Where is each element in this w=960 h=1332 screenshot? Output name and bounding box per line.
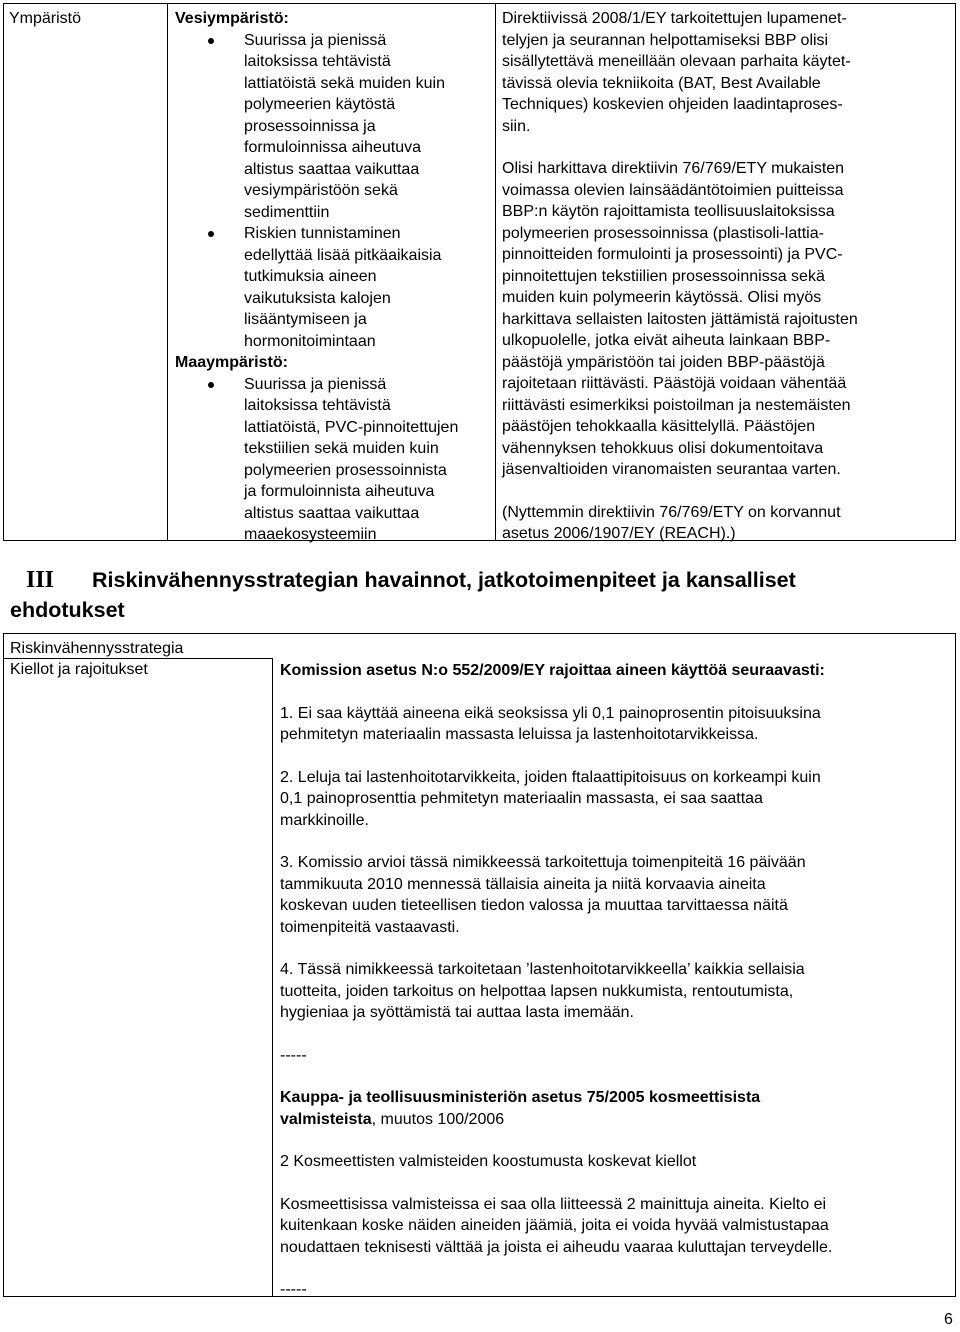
environment-table	[3, 3, 956, 541]
bullet-icon	[208, 38, 214, 44]
water-bullets	[175, 30, 495, 353]
column-divider	[495, 4, 496, 540]
restrictions-label: Kiellot ja rajoitukset	[10, 661, 148, 678]
strategy-label: Riskinvähennysstrategia	[10, 640, 184, 657]
effects-column	[175, 8, 495, 546]
measures-column	[502, 8, 914, 566]
bullet-icon	[208, 231, 214, 237]
water-heading: Vesiympäristö:	[175, 10, 289, 27]
list-item: 1. Ei saa käyttää aineena eikä seoksissa yli 0,1 painoprosentin pitoisuuksina pehmitetyn materiaalin massasta leluissa ja lastenhoitotarvikkeissa.	[280, 704, 821, 743]
bat-paragraph: Direktiivissä 2008/1/EY tarkoitettujen lupamenet- telyjen ja seurannan helpottamiseksi BBP olisi sisällytettävä meneillään olevaan parhaita käytet- tävissä olevia tekniikoita (BAT, Best Available Techniques) koskevien ohjeiden laadintaproses- siin.	[502, 10, 851, 135]
restrictions-content	[280, 660, 940, 1322]
section-numeral: III	[26, 567, 55, 593]
separator: -----	[280, 1281, 307, 1298]
section-title-line2: ehdotukset	[10, 598, 125, 622]
restriction-paragraph: Olisi harkittava direktiivin 76/769/ETY mukaisten voimassa olevien lainsäädäntötoimien puitteissa BBP:n käytön rajoittamista teollisuuslaitoksissa polymeerien prosessoinnissa (plastisoli-lattia- pinnoitteiden formulointi ja prosessointi) ja PVC- pinnoitettujen tekstiilien prosessoinnissa sekä muiden kuin polymeerin käytössä. Olisi myös harkittava sellaisten laitosten jättämistä rajoitusten ulkopuolelle, jotka eivät aiheuta lainkaan BBP- päästöjä ympäristöön tai joiden BBP-päästöjä rajoitetaan riittävästi. Päästöjä voidaan vähentää riittävästi esimerkiksi poistoilman ja nestemäisten päästöjen tehokkaalla käsittelyllä. Päästöjen vähennyksen tehokkuus olisi dokumentoitava jäsenvaltioiden viranomaisten seurantaa varten.	[502, 160, 858, 478]
soil-bullets	[175, 374, 495, 546]
list-item: Suurissa ja pienissä laitoksissa tehtävistä lattiatöistä sekä muiden kuin polymeerien käytöstä prosessoinnissa ja formuloinnissa aiheutuva altistus saattaa vaikuttaa vesiympäristöön sekä sedimenttiin	[175, 30, 495, 224]
list-item: Suurissa ja pienissä laitoksissa tehtävistä lattiatöistä, PVC-pinnoitettujen tekstiilien sekä muiden kuin polymeerien prosessoinnista ja formuloinnista aiheutuva altistus saattaa vaikuttaa maaekosysteemiin	[175, 374, 495, 546]
soil-heading: Maaympäristö:	[175, 354, 288, 371]
reach-note: (Nyttemmin direktiivin 76/769/ETY on korvannut asetus 2006/1907/EY (REACH).)	[502, 503, 841, 542]
list-item: Riskien tunnistaminen edellyttää lisää pitkäaikaisia tutkimuksia aineen vaikutuksista kalojen lisääntymiseen ja hormonitoimintaan	[175, 223, 495, 352]
strategy-table	[3, 633, 956, 1297]
cosmetic-text: Kosmeettisissa valmisteissa ei saa olla liitteessä 2 mainittuja aineita. Kielto ei kuitenkaan koske näiden aineiden jäämiä, joita ei voida hyvää valmistustapaa noudattaen teknisesti välttää ja joista ei aiheudu vaaraa kuluttajan terveydelle.	[280, 1195, 833, 1256]
list-item: 3. Komissio arvioi tässä nimikkeessä tarkoitettuja toimenpiteitä 16 päivään tammikuuta 2010 mennessä tällaisia aineita ja niitä korvaavia aineita koskevan uuden tieteellisen tiedon valossa ja muuttaa tarvittaessa näitä toimenpiteitä vastaavasti.	[280, 854, 806, 936]
ministry-regulation: Kauppa- ja teollisuusministeriön asetus 75/2005 kosmeettisista valmisteista, muutos 100/2006	[280, 1089, 761, 1128]
list-item: 2. Leluja tai lastenhoitotarvikkeita, joiden ftalaattipitoisuus on korkeampi kuin 0,1 painoprosenttia pehmitetyn materiaalin massasta, ei saa saattaa markkinoille.	[280, 768, 821, 829]
column-divider	[167, 4, 168, 540]
section-heading	[10, 565, 950, 625]
cosmetic-heading: 2 Kosmeettisten valmisteiden koostumusta koskevat kiellot	[280, 1153, 697, 1170]
column-divider	[272, 658, 273, 1296]
section-title-line1: Riskinvähennysstrategian havainnot, jatkotoimenpiteet ja kansalliset	[92, 568, 796, 592]
bullet-icon	[208, 382, 214, 388]
environment-label: Ympäristö	[9, 10, 82, 27]
regulation-heading: Komission asetus N:o 552/2009/EY rajoittaa aineen käyttöä seuraavasti:	[280, 662, 825, 679]
separator: -----	[280, 1046, 307, 1064]
page-number: 6	[944, 1311, 953, 1328]
list-item: 4. Tässä nimikkeessä tarkoitetaan ’lastenhoitotarvikkeella’ kaikkia sellaisia tuotteita, joiden tarkoitus on helpottaa lapsen nukkumista, rentoutumista, hygieniaa ja syöttämistä tai auttaa lasta imemään.	[280, 961, 805, 1021]
